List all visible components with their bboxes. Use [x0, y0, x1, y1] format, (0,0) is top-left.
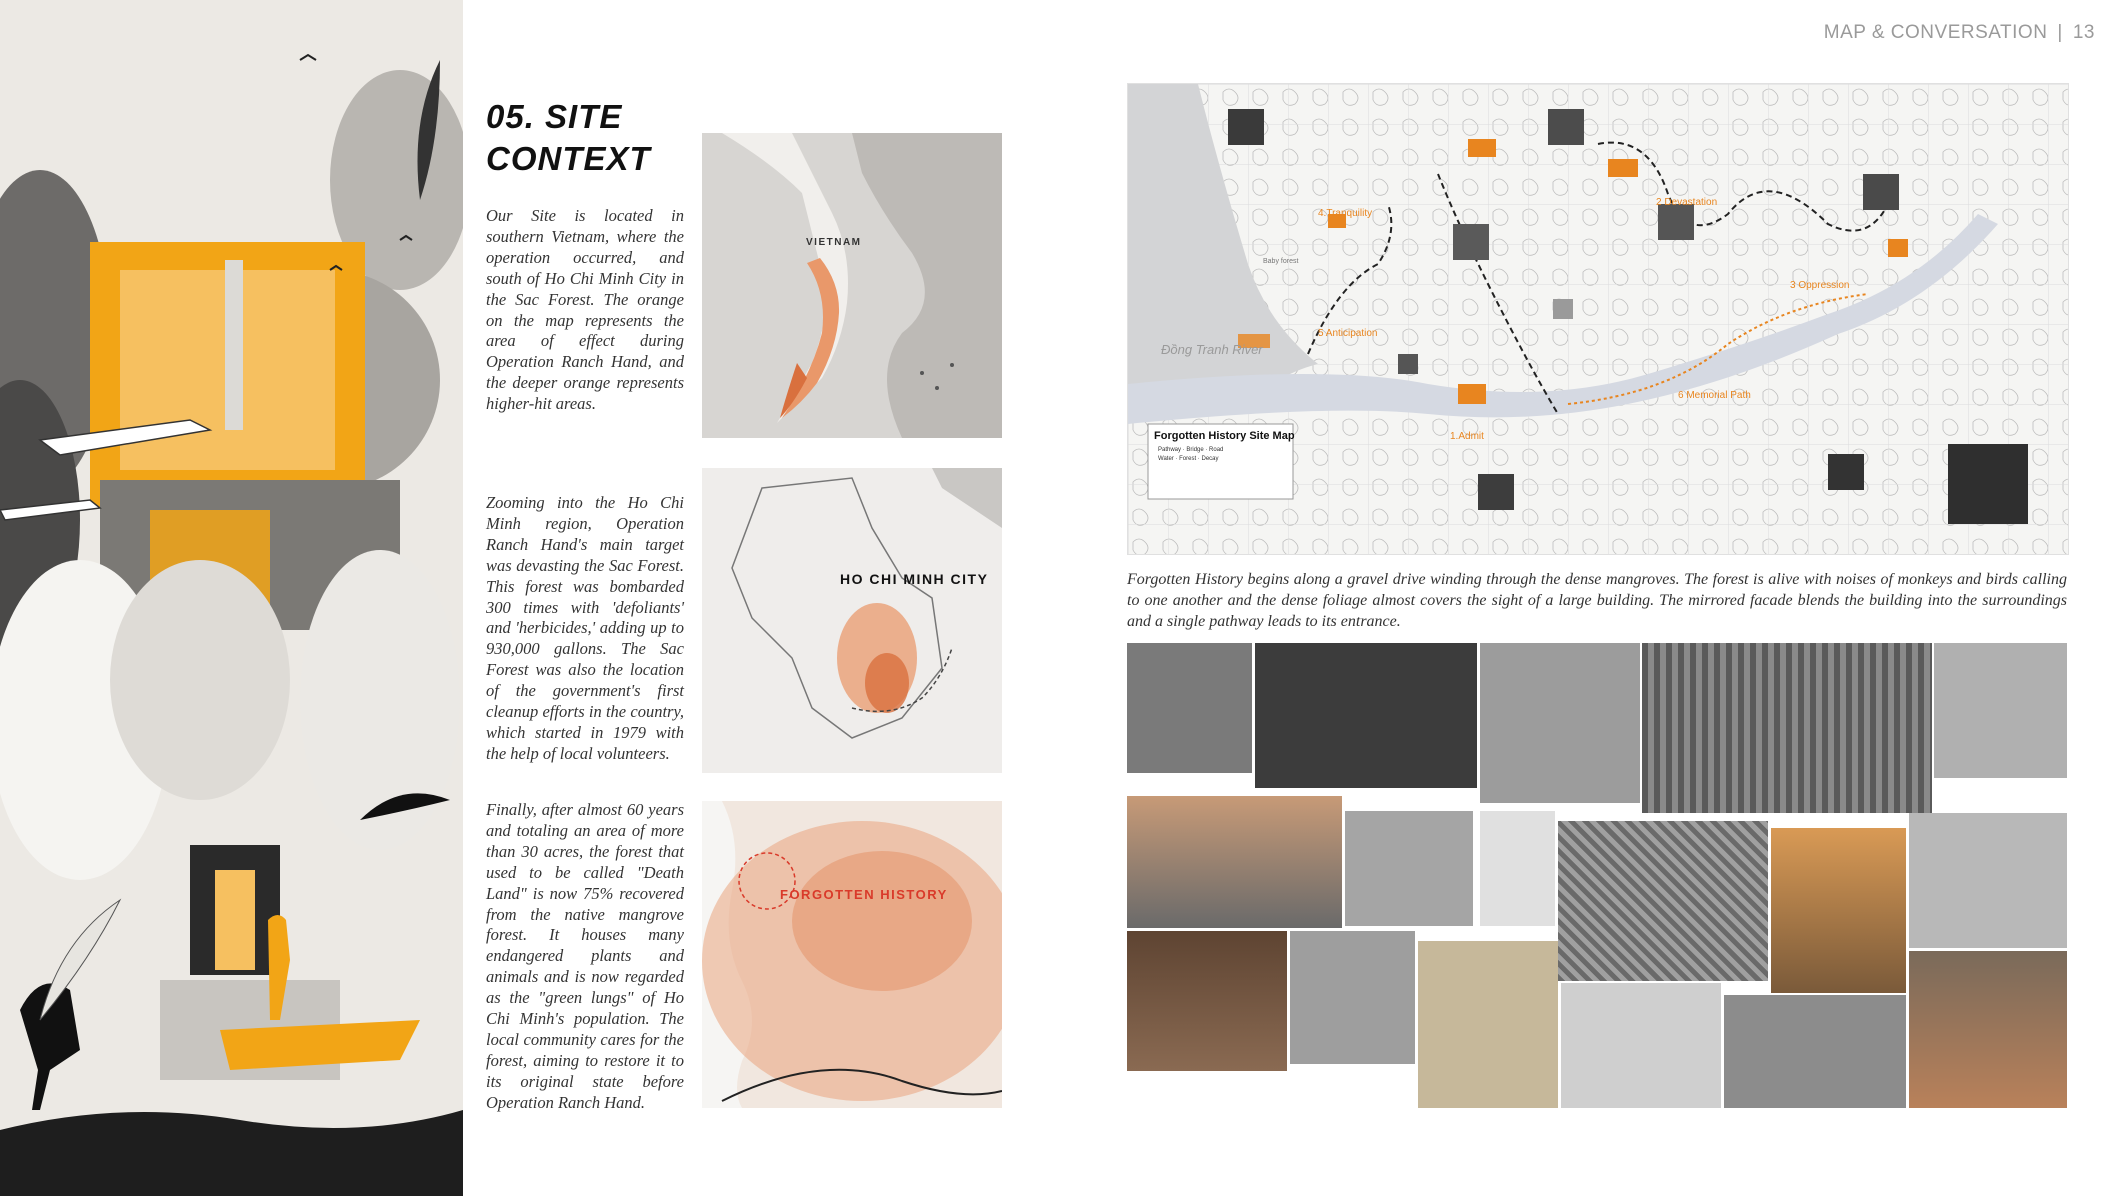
story-frame-5: [1934, 643, 2067, 778]
legend-pathway: Pathway: [1158, 447, 1182, 453]
vietnam-map: [702, 133, 1002, 438]
forgotten-history-label: FORGOTTEN HISTORY: [780, 887, 948, 902]
story-frame-1: [1127, 643, 1252, 773]
collage-artwork: [0, 0, 463, 1196]
page-header: [1824, 22, 2095, 44]
story-frame-4: [1642, 643, 1932, 813]
page-title: [486, 96, 726, 180]
paragraph-recovery: Finally, after almost 60 years and totaling an area of more than 30 acres, the forest that used to be called "Death Land" is now 75% recovered from the native mangrove forest. It houses many endangered plants and animals and is now regarded as the "green lungs" of Ho Chi Minh's population. The local community cares for the forest, aiming to restore it to its original state before Operation Ranch Hand.: [486, 800, 684, 1112]
hcmc-map: [702, 468, 1002, 773]
path-label-oppression: 3 Oppression: [1790, 280, 1850, 291]
hcmc-map-graphic: [702, 468, 1002, 773]
story-frame-7: [1345, 811, 1473, 926]
story-frame-12: [1127, 931, 1287, 1071]
site-caption-text: Forgotten History begins along a gravel drive winding through the dense mangroves. The forest is alive with noises of monkeys and birds calling to one another and the dense foliage almost covers the sight of a large building. The mirrored facade blends the building into the surroundings and a single pathway leads to its entrance.: [1127, 571, 2067, 630]
story-frame-2: [1255, 643, 1477, 788]
legend-water: Water: [1158, 456, 1174, 462]
path-label-admit: 1.Admit: [1450, 431, 1484, 442]
site-map: [1127, 83, 2069, 555]
legend-items: Pathway · Bridge · Road Water · Forest · Decay: [1158, 447, 1224, 462]
river-label: Đồng Tranh River: [1161, 342, 1263, 357]
story-frame-15: [1561, 983, 1721, 1108]
storyboard-collage: [1127, 643, 2067, 1108]
story-frame-16: [1724, 995, 1906, 1108]
forgotten-history-map-graphic: [702, 801, 1002, 1108]
forgotten-history-map: [702, 801, 1002, 1108]
story-frame-8: [1480, 811, 1555, 926]
story-frame-11: [1909, 813, 2067, 948]
page-number: 13: [2072, 22, 2095, 43]
path-label-devastation: 2 Devastation: [1656, 197, 1718, 208]
vietnam-label: VIETNAM: [806, 237, 862, 248]
story-frame-17: [1909, 951, 2067, 1108]
title-line-1: 05. SITE: [486, 98, 623, 135]
legend-title: Forgotten History Site Map: [1154, 430, 1295, 442]
legend-decay: Decay: [1201, 456, 1219, 462]
paragraph-hcmc: Zooming into the Ho Chi Minh region, Operation Ranch Hand's main target was devasting the Sac Forest. This forest was bombarded 300 times with 'defoliants' and 'herbicides,' adding up to 930,000 gallons. The Sac Forest was also the location of the government's first cleanup efforts in the country, which started in 1979 with the help of local volunteers.: [486, 493, 684, 763]
site-caption: [1127, 570, 2067, 632]
legend-forest: Forest: [1179, 456, 1197, 462]
path-label-tranquility: 4.Tranquility: [1318, 208, 1373, 219]
legend-road: Road: [1209, 447, 1224, 453]
baby-forest-label: Baby forest: [1263, 258, 1299, 265]
path-label-anticipation: 5 Anticipation: [1318, 328, 1378, 339]
section-title: MAP & CONVERSATION: [1823, 22, 2048, 43]
path-label-memorial: 6 Memorial Path: [1678, 390, 1751, 401]
story-frame-13: [1290, 931, 1415, 1064]
story-frame-14: [1418, 941, 1558, 1108]
story-frame-3: [1480, 643, 1640, 803]
vietnam-map-graphic: [702, 133, 1002, 438]
story-frame-6: [1127, 796, 1342, 928]
legend-bridge: Bridge: [1186, 447, 1204, 453]
story-frame-10: [1771, 828, 1906, 993]
story-frame-9: [1558, 821, 1768, 981]
cover-collage-illustration: [0, 0, 463, 1196]
paragraph-location: Our Site is located in southern Vietnam, where the operation occurred, and south of Ho Chi Minh City in the Sac Forest. The orange on the map represents the area of effect during Operation Ranch Hand, and the deeper orange represents higher-hit areas.: [486, 206, 684, 414]
hcmc-label: HO CHI MINH CITY: [840, 571, 989, 587]
title-line-2: CONTEXT: [486, 140, 651, 177]
header-separator: |: [2057, 22, 2063, 43]
site-map-graphic: [1128, 84, 2068, 554]
